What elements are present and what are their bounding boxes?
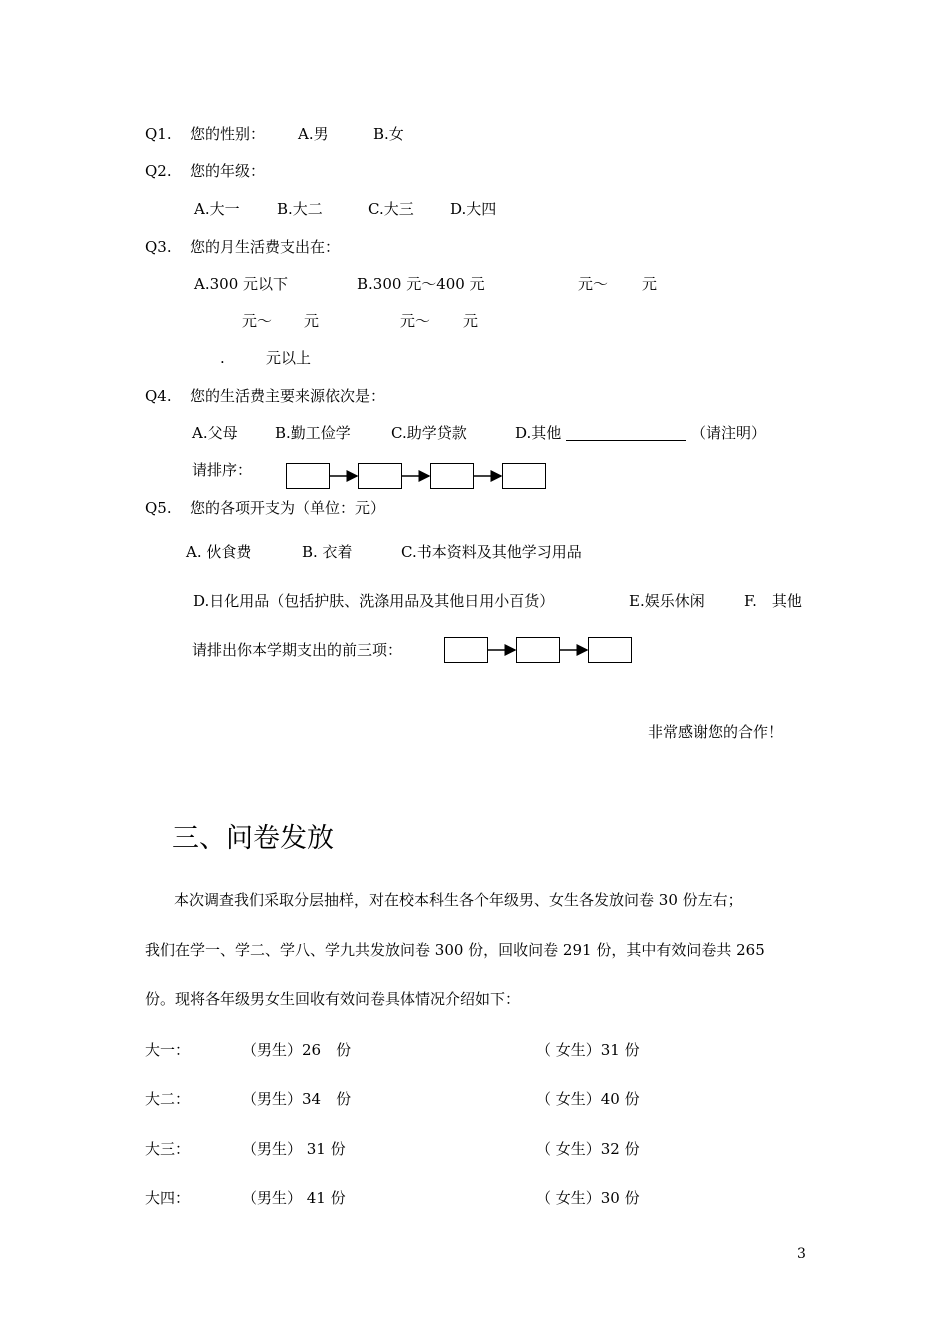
q5-option-c: C.书本资料及其他学习用品 [401,543,582,561]
row-male-3: （男生） 31 份 [242,1140,346,1158]
row-male-2: （男生）34 份 [242,1090,352,1108]
row-male-1: （男生）26 份 [242,1041,352,1059]
paragraph-line-1: 本次调查我们采取分层抽样，对在校本科生各个年级男、女生各发放问卷 30 份左右； [174,891,743,909]
q4-option-a: A.父母 [192,424,238,442]
q5-option-a: A. 伙食费 [186,543,252,561]
q3-option-d-part2: 元 [304,312,320,330]
q5-option-e: E.娱乐休闲 [629,592,705,610]
q1-option-a: A.男 [298,125,329,143]
q3-option-e-part1: 元～ [400,312,431,330]
q1-text: 您的性别： [190,125,266,143]
q5-number: Q5. [145,499,172,517]
q3-option-c-part2: 元 [642,275,658,293]
q2-option-a: A.大一 [194,200,240,218]
row-male-4: （男生） 41 份 [242,1189,346,1207]
q3-option-d-part1: 元～ [242,312,273,330]
q5-option-f: F. 其他 [744,592,802,610]
paragraph-line-3: 份。现将各年级男女生回收有效问卷具体情况介绍如下： [145,990,521,1008]
q5-option-b: B. 衣着 [302,543,353,561]
q3-option-a: A.300 元以下 [194,275,288,293]
q4-option-d: D.其他 [515,424,562,442]
q1-number: Q1. [145,125,172,143]
q4-rank-label: 请排序： [192,461,253,479]
q3-option-f-part2: 元以上 [266,349,312,367]
q3-text: 您的月生活费支出在： [190,238,341,256]
q2-text: 您的年级： [190,162,266,180]
q2-number: Q2. [145,162,172,180]
q2-option-d: D.大四 [450,200,497,218]
q3-option-e-part2: 元 [463,312,479,330]
row-grade-1: 大一： [145,1041,191,1059]
q4-number: Q4. [145,387,172,405]
thanks-text: 非常感谢您的合作！ [648,723,784,741]
q5-option-d: D.日化用品（包括护肤、洗涤用品及其他日用小百货） [193,592,555,610]
q4-note: （请注明） [691,424,767,442]
q5-rank-label: 请排出你本学期支出的前三项： [192,641,403,659]
row-female-4: （ 女生）30 份 [536,1189,640,1207]
row-female-2: （ 女生）40 份 [536,1090,640,1108]
row-grade-4: 大四： [145,1189,191,1207]
row-grade-3: 大三： [145,1140,191,1158]
row-female-3: （ 女生）32 份 [536,1140,640,1158]
paragraph-line-2: 我们在学一、学二、学八、学九共发放问卷 300 份，回收问卷 291 份，其中有效问卷共 265 [145,941,765,959]
q3-option-b: B.300 元～400 元 [357,275,485,293]
page-number: 3 [797,1246,806,1262]
row-grade-2: 大二： [145,1090,191,1108]
q2-option-b: B.大二 [277,200,323,218]
row-female-1: （ 女生）31 份 [536,1041,640,1059]
q4-option-c: C.助学贷款 [391,424,467,442]
q3-option-c-part1: 元～ [578,275,609,293]
q4-text: 您的生活费主要来源依次是： [190,387,386,405]
q1-option-b: B.女 [373,125,404,143]
q4-option-b: B.勤工俭学 [275,424,351,442]
q5-text: 您的各项开支为（单位：元） [190,499,386,517]
q3-number: Q3. [145,238,172,256]
q3-option-f-part1: . [220,349,225,367]
section-heading: 三、问卷发放 [172,823,334,854]
q2-option-c: C.大三 [368,200,414,218]
